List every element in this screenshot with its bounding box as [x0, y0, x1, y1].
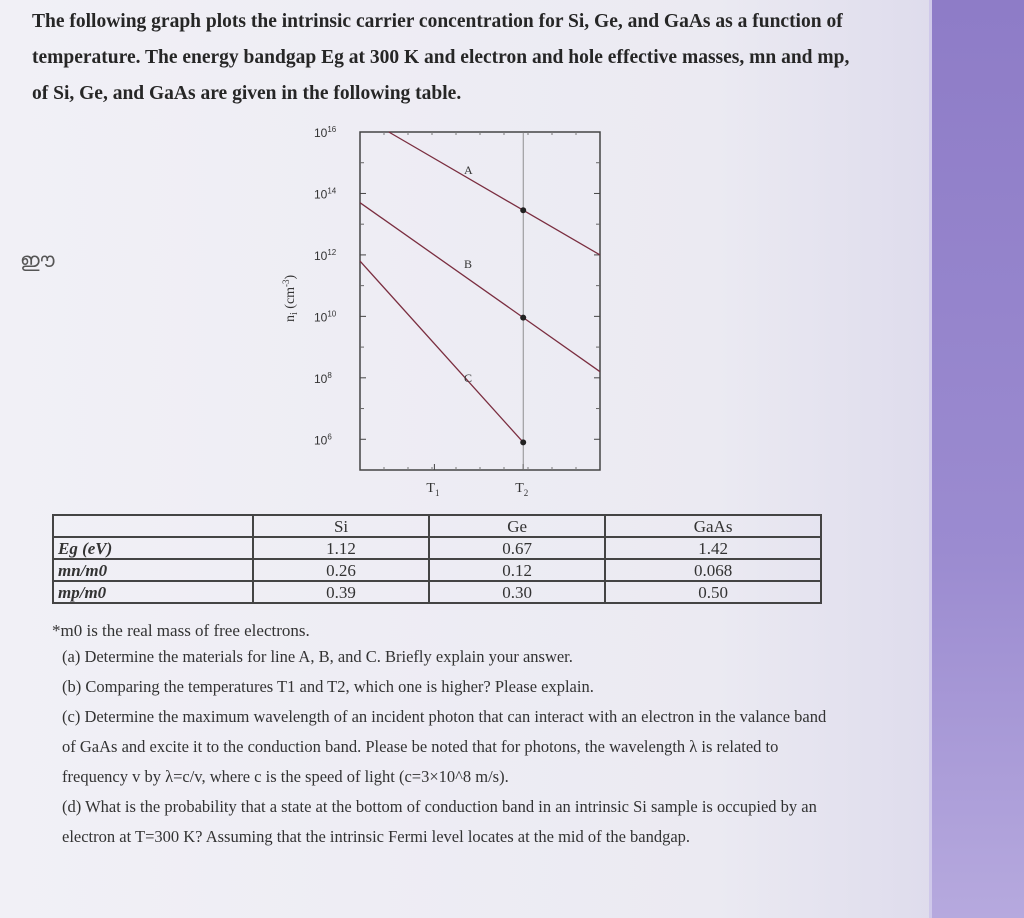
table-row-label: mn/m0: [53, 559, 253, 581]
y-tick-label: $10^8$: [314, 370, 332, 386]
table-header-ge: Ge: [429, 515, 605, 537]
table-cell: 1.42: [605, 537, 821, 559]
table-cell: 0.12: [429, 559, 605, 581]
table-row-label: mp/m0: [53, 581, 253, 603]
question-a: (a) Determine the materials for line A, B, and C. Briefly explain your answer.: [62, 647, 573, 666]
series-line-C: [360, 261, 523, 442]
series-label-B: B: [464, 257, 473, 271]
y-tick-label: $10^{12}$: [314, 247, 337, 263]
question-c: (c) Determine the maximum wavelength of an incident photon that can interact with an electron in the valance band of GaAs and excite it to the conduction band. Please be noted that for photons, the wavelength λ is related to frequency v by λ=c/v, where c is the speed of light (c=3×10^8 m/s).: [62, 707, 827, 786]
series-line-B: [360, 203, 600, 372]
right-strip-edge: [929, 0, 932, 918]
T2-marker-C: [520, 439, 526, 445]
table-cell: 0.50: [605, 581, 821, 603]
table-header-gaas: GaAs: [605, 515, 821, 537]
table-cell: 0.30: [429, 581, 605, 603]
y-tick-label: $10^6$: [314, 432, 332, 448]
x-tick-label: $T_1$: [426, 481, 440, 498]
table-row-label: Eg (eV): [53, 537, 253, 559]
T2-marker-B: [520, 315, 526, 321]
table-header-empty: [53, 515, 253, 537]
series-line-A: [389, 132, 600, 255]
y-axis-label: $n_i$ $(cm^{-3})$: [281, 274, 300, 322]
x-tick-label: $T_2$: [515, 481, 529, 498]
table-cell: 0.39: [253, 581, 429, 603]
right-background-strip: [932, 0, 1024, 918]
table-cell: 0.26: [253, 559, 429, 581]
margin-scribble: ഈ: [20, 250, 55, 272]
intro-paragraph: The following graph plots the intrinsic carrier concentration for Si, Ge, and GaAs as a function of temperature. The energy bandgap Eg at 300 K and electron and hole effective masses, mn and mp, of Si, Ge, and GaAs are given in the following table.: [32, 11, 850, 104]
series-label-C: C: [464, 371, 473, 385]
carrier-concentration-chart: [260, 120, 620, 500]
y-tick-label: $10^{16}$: [314, 125, 337, 140]
table-cell: 0.67: [429, 537, 605, 559]
question-d: (d) What is the probability that a state at the bottom of conduction band in an intrinsic Si sample is occupied by an electron at T=300 K? Assuming that the intrinsic Fermi level locates at the mid of the bandgap.: [62, 797, 817, 846]
table-footnote: *m0 is the real mass of free electrons.: [52, 621, 310, 640]
table-cell: 0.068: [605, 559, 821, 581]
question-b: (b) Comparing the temperatures T1 and T2, which one is higher? Please explain.: [62, 677, 594, 696]
material-properties-table: [52, 514, 822, 604]
T2-marker-A: [520, 207, 526, 213]
series-label-A: A: [464, 163, 473, 177]
y-tick-label: $10^{14}$: [314, 186, 337, 202]
questions-list: [62, 642, 832, 852]
table-cell: 1.12: [253, 537, 429, 559]
y-tick-label: $10^{10}$: [314, 309, 337, 325]
table-header-si: Si: [253, 515, 429, 537]
